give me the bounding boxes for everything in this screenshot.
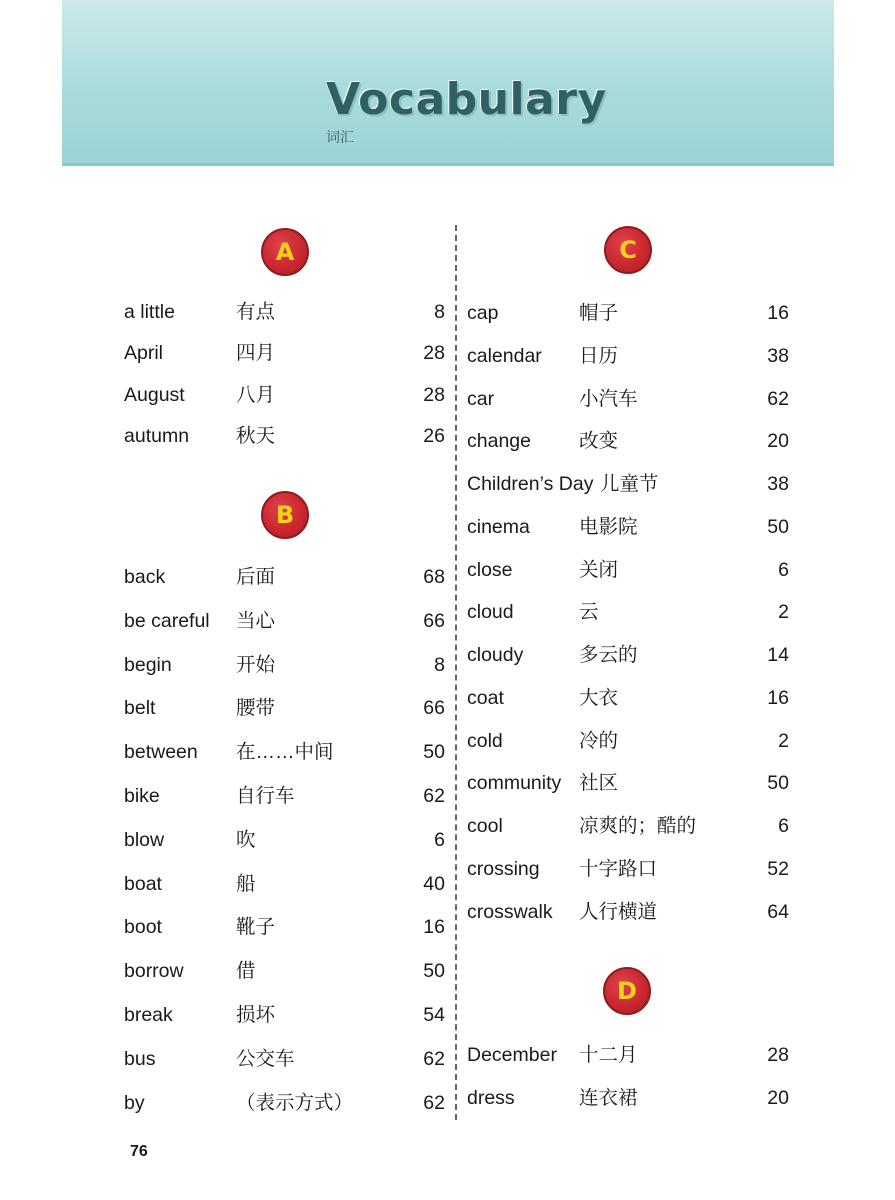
vocab-translation: 帽子: [579, 302, 619, 324]
vocab-row: [124, 423, 445, 449]
vocab-word: belt: [124, 697, 156, 720]
vocab-row: [124, 1046, 445, 1072]
vocab-translation: 靴子: [236, 916, 276, 939]
section-badge-b: B: [261, 491, 309, 539]
vocab-row: [467, 728, 789, 754]
vocab-row: [467, 685, 789, 711]
vocab-translation: 社区: [579, 772, 619, 795]
vocab-page: 64: [767, 900, 789, 923]
vocab-translation: 开始: [236, 653, 276, 676]
vocab-word: December: [467, 1044, 557, 1066]
vocab-row: [467, 471, 789, 497]
vocab-word: back: [124, 566, 166, 588]
vocab-row: [124, 1002, 445, 1028]
page-subtitle: 词汇: [326, 129, 354, 145]
vocab-page: 38: [767, 344, 789, 367]
vocab-word: blow: [124, 828, 165, 851]
vocab-word: April: [124, 342, 164, 365]
vocab-translation: 自行车: [236, 785, 295, 807]
vocab-row: [124, 871, 445, 897]
vocab-word: bike: [124, 785, 160, 807]
vocab-page: 8: [434, 653, 445, 676]
page-number: 76: [130, 1143, 148, 1160]
vocab-word: autumn: [124, 424, 190, 447]
vocab-row: [467, 899, 789, 925]
vocab-row: [124, 340, 445, 366]
vocab-page: 62: [423, 1091, 445, 1114]
vocab-word: crosswalk: [467, 900, 553, 923]
section-badge-a: A: [261, 228, 309, 276]
vocab-row: [467, 599, 789, 625]
vocab-page: 16: [767, 686, 789, 709]
vocab-page: 2: [778, 601, 789, 624]
vocab-translation: 日历: [579, 344, 619, 367]
vocab-translation: 小汽车: [579, 387, 638, 410]
vocab-translation: 多云的: [579, 644, 638, 666]
vocab-translation: 后面: [236, 566, 276, 588]
vocab-page: 38: [767, 473, 789, 495]
vocab-word: dress: [467, 1087, 515, 1109]
vocab-page: 28: [767, 1044, 789, 1066]
vocab-row: [467, 514, 789, 540]
vocab-translation: 电影院: [579, 515, 638, 538]
vocab-word: begin: [124, 653, 172, 676]
vocab-page: 68: [423, 566, 445, 588]
section-badge-c: C: [604, 226, 652, 274]
vocab-translation: 云: [579, 601, 599, 624]
vocab-word: break: [124, 1004, 173, 1026]
vocab-word: cinema: [467, 515, 530, 538]
vocab-word: car: [467, 387, 495, 410]
vocab-page: 62: [767, 387, 789, 410]
vocab-word: Children’s Day: [467, 473, 594, 495]
vocab-page: 6: [778, 558, 789, 581]
vocab-row: [467, 770, 789, 796]
vocab-page: 28: [423, 342, 445, 365]
vocab-row: [467, 642, 789, 668]
vocab-translation: 秋天: [236, 424, 276, 447]
vocab-page: 2: [778, 729, 789, 752]
vocab-word: be careful: [124, 609, 210, 632]
vocab-translation: 在……中间: [236, 741, 334, 764]
vocab-translation: 四月: [236, 342, 276, 365]
vocab-word: bus: [124, 1047, 156, 1070]
vocab-row: [124, 783, 445, 809]
vocab-page: 50: [767, 515, 789, 538]
vocab-page: 28: [423, 383, 445, 406]
vocab-translation: 人行横道: [579, 900, 658, 923]
vocab-row: [124, 1090, 445, 1116]
vocab-translation: 大衣: [579, 686, 619, 709]
vocab-translation: 关闭: [579, 558, 619, 581]
vocab-page: 20: [767, 430, 789, 453]
vocab-word: by: [124, 1091, 145, 1114]
vocab-page: 40: [423, 872, 445, 895]
vocab-row: [467, 386, 789, 412]
vocab-row: [124, 382, 445, 408]
vocab-row: [467, 1085, 789, 1111]
vocab-word: close: [467, 558, 513, 581]
vocab-row: [124, 827, 445, 853]
vocab-row: [124, 914, 445, 940]
vocab-word: crossing: [467, 857, 540, 880]
vocab-translation: 改变: [579, 430, 619, 453]
vocab-row: [467, 300, 789, 326]
vocab-row: [467, 428, 789, 454]
vocab-word: a little: [124, 301, 175, 323]
vocab-translation: 腰带: [236, 697, 276, 720]
vocab-row: [124, 739, 445, 765]
column-divider: [455, 225, 457, 1120]
vocab-row: [467, 557, 789, 583]
vocab-row: [124, 695, 445, 721]
page-title: Vocabulary: [326, 74, 607, 125]
vocab-page: 6: [434, 828, 445, 851]
vocab-word: boot: [124, 916, 162, 939]
vocab-row: [124, 608, 445, 634]
vocab-word: between: [124, 741, 198, 764]
vocab-word: coat: [467, 686, 504, 709]
vocab-word: August: [124, 383, 185, 406]
vocab-page: 14: [767, 644, 789, 666]
vocab-page: 16: [767, 302, 789, 324]
vocab-word: cool: [467, 815, 503, 837]
vocab-word: cold: [467, 729, 503, 752]
section-badge-d: D: [603, 967, 651, 1015]
vocab-row: [124, 652, 445, 678]
vocab-page: 54: [423, 1004, 445, 1026]
vocab-page: 62: [423, 1047, 445, 1070]
vocab-translation: 冷的: [579, 729, 619, 752]
vocab-translation: （表示方式）: [236, 1091, 354, 1114]
vocab-word: change: [467, 430, 531, 453]
vocab-translation: 儿童节: [600, 473, 659, 495]
vocab-page: 6: [778, 815, 789, 837]
vocab-translation: 船: [236, 872, 256, 895]
vocab-page: 50: [423, 741, 445, 764]
vocab-translation: 十二月: [579, 1044, 638, 1066]
vocab-translation: 有点: [236, 301, 276, 323]
vocab-translation: 损坏: [236, 1004, 276, 1026]
vocab-page: 26: [423, 424, 445, 447]
vocab-word: community: [467, 772, 562, 795]
vocab-page: 8: [434, 301, 445, 323]
vocab-translation: 公交车: [236, 1047, 295, 1070]
vocab-translation: 十字路口: [579, 857, 658, 880]
vocab-word: calendar: [467, 344, 542, 367]
vocab-row: [467, 813, 789, 839]
vocab-translation: 连衣裙: [579, 1087, 638, 1109]
vocab-page: 52: [767, 857, 789, 880]
vocab-page: 66: [423, 609, 445, 632]
vocab-row: [467, 1042, 789, 1068]
vocab-row: [124, 299, 445, 325]
vocab-page: 16: [423, 916, 445, 939]
vocab-word: cloud: [467, 601, 514, 624]
vocab-page: 20: [767, 1087, 789, 1109]
vocab-translation: 凉爽的；酷的: [579, 815, 697, 837]
vocab-row: [124, 564, 445, 590]
vocab-translation: 借: [236, 960, 256, 983]
vocab-page: 50: [423, 960, 445, 983]
vocab-word: boat: [124, 872, 162, 895]
vocab-page: 50: [767, 772, 789, 795]
vocab-row: [467, 856, 789, 882]
vocab-translation: 八月: [236, 383, 276, 406]
vocab-page: 62: [423, 785, 445, 807]
vocab-row: [467, 343, 789, 369]
vocab-row: [124, 958, 445, 984]
vocab-word: cloudy: [467, 644, 524, 666]
vocab-word: borrow: [124, 960, 184, 983]
vocab-page: 66: [423, 697, 445, 720]
vocab-translation: 当心: [236, 609, 276, 632]
vocab-word: cap: [467, 302, 499, 324]
vocab-translation: 吹: [236, 828, 256, 851]
